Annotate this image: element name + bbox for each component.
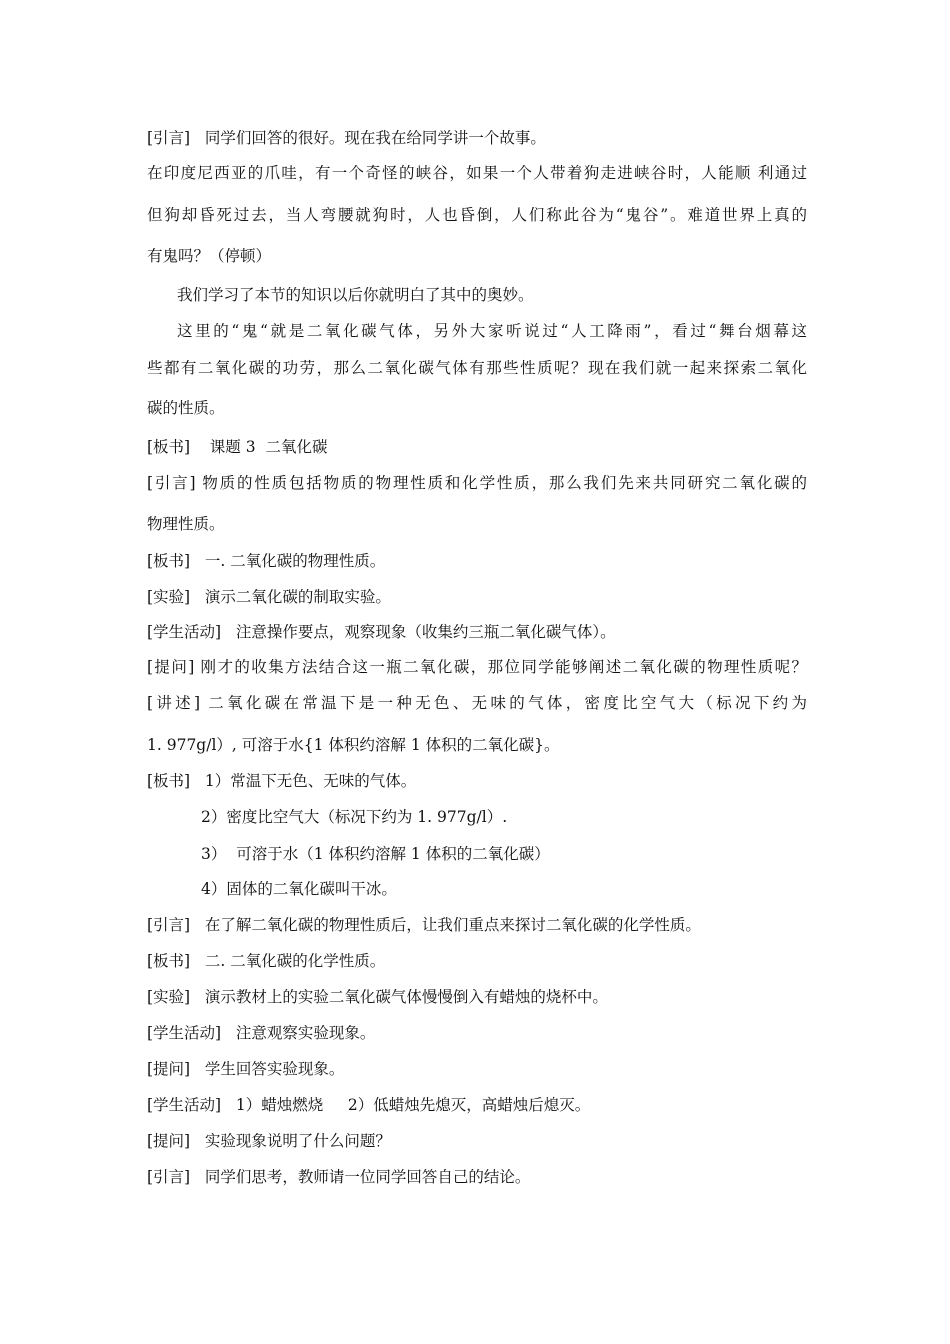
text-line: [板书] 课题 3 二氧化碳 [147, 438, 328, 456]
text-line: [提问] 学生回答实验现象。 [147, 1060, 345, 1078]
text-line: 在印度尼西亚的爪哇，有一个奇怪的峡谷，如果一个人带着狗走进峡谷时，人能顺 利通过 [147, 164, 807, 182]
text-line: 2）密度比空气大（标况下约为 1. 977g/l）. [201, 808, 508, 826]
text-line: 碳的性质。 [147, 399, 225, 417]
text-line: [实验] 演示教材上的实验二氧化碳气体慢慢倒入有蜡烛的烧杯中。 [147, 988, 608, 1006]
text-line: [讲述] 二氧化碳在常温下是一种无色、无味的气体，密度比空气大（标况下约为 [147, 694, 807, 712]
text-line: [实验] 演示二氧化碳的制取实验。 [147, 588, 391, 606]
text-line: 3） 可溶于水（1 体积约溶解 1 体积的二氧化碳） [201, 845, 550, 863]
text-line: 些都有二氧化碳的功劳，那么二氧化碳气体有那些性质呢？现在我们就一起来探索二氧化 [147, 359, 807, 377]
text-line: [提问] 刚才的收集方法结合这一瓶二氧化碳，那位同学能够阐述二氧化碳的物理性质呢？ [147, 658, 807, 676]
text-line: 我们学习了本节的知识以后你就明白了其中的奥妙。 [177, 286, 534, 304]
text-line: [提问] 实验现象说明了什么问题？ [147, 1132, 391, 1150]
text-line: [引言] 在了解二氧化碳的物理性质后，让我们重点来探讨二氧化碳的化学性质。 [147, 916, 701, 934]
text-line: [引言] 同学们回答的很好。现在我在给同学讲一个故事。 [147, 129, 546, 147]
text-line: 1. 977g/l）, 可溶于水{1 体积约溶解 1 体积的二氧化碳}。 [147, 736, 560, 754]
text-line: 这里的“鬼“就是二氧化碳气体，另外大家听说过“人工降雨”，看过“舞台烟幕这 [177, 322, 807, 340]
text-line: [学生活动] 注意观察实验现象。 [147, 1024, 376, 1042]
text-line: [学生活动] 1）蜡烛燃烧 2）低蜡烛先熄灭，高蜡烛后熄灭。 [147, 1096, 591, 1114]
text-line: [板书] 二. 二氧化碳的化学性质。 [147, 952, 386, 970]
text-line: [引言] 物质的性质包括物质的物理性质和化学性质，那么我们先来共同研究二氧化碳的 [147, 474, 807, 492]
text-line: 物理性质。 [147, 515, 225, 533]
text-line: 4）固体的二氧化碳叫干冰。 [201, 880, 397, 898]
text-line: 有鬼吗？（停顿） [147, 247, 272, 265]
text-line: [板书] 1）常温下无色、无味的气体。 [147, 772, 417, 790]
text-line: [学生活动] 注意操作要点，观察现象（收集约三瓶二氧化碳气体）。 [147, 623, 616, 641]
text-line: 但狗却昏死过去，当人弯腰就狗时，人也昏倒，人们称此谷为“鬼谷”。难道世界上真的 [147, 206, 807, 224]
text-line: [板书] 一. 二氧化碳的物理性质。 [147, 552, 386, 570]
text-line: [引言] 同学们思考，教师请一位同学回答自己的结论。 [147, 1168, 531, 1186]
